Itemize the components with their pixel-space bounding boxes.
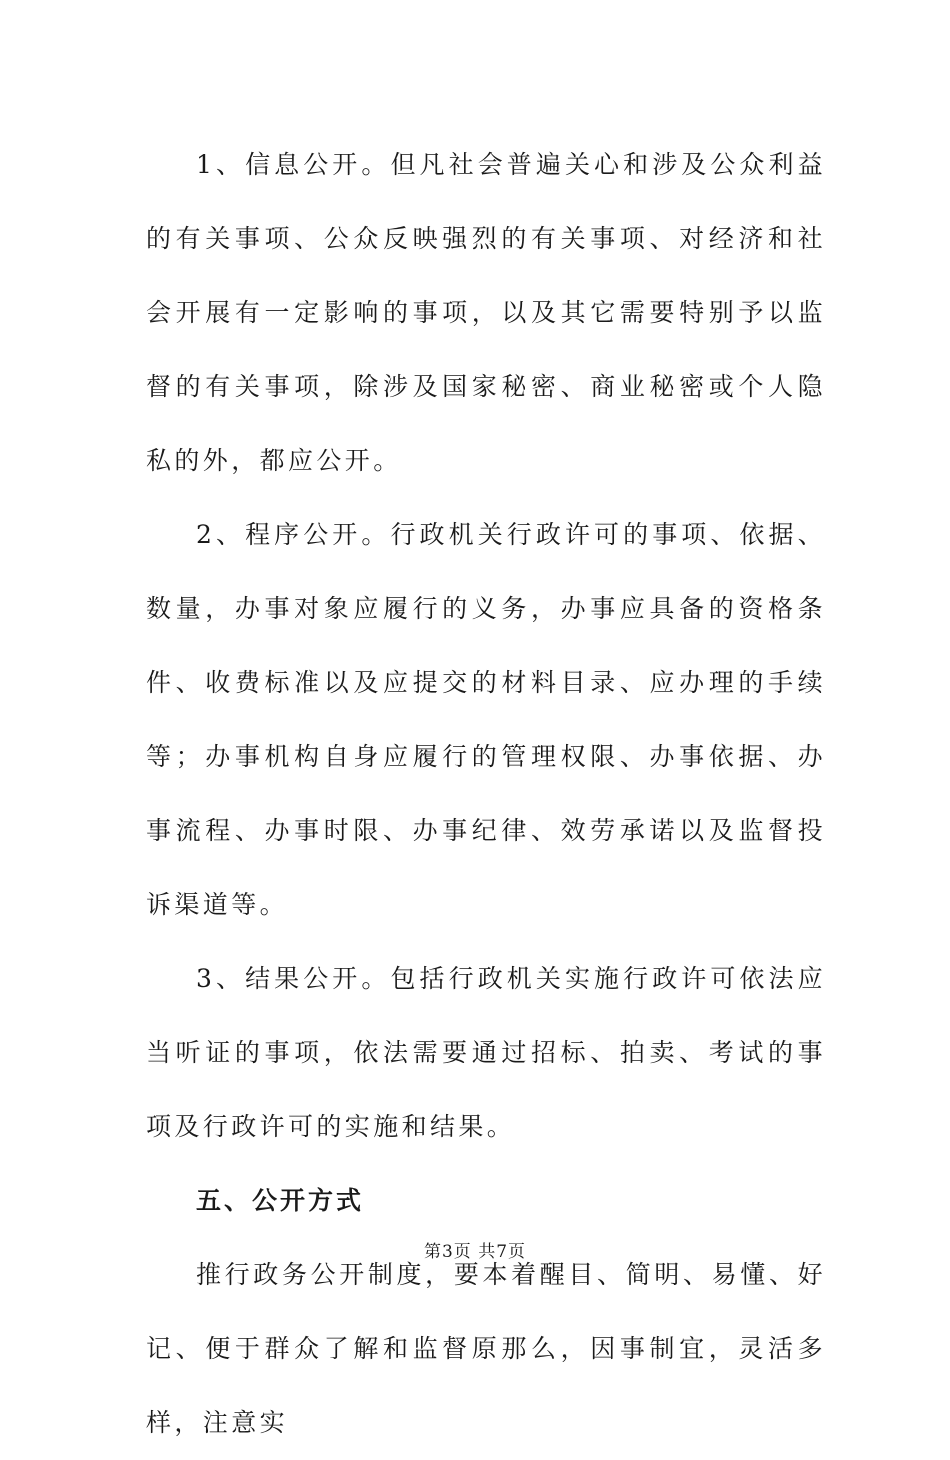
page-number-footer: 第3页 共7页 — [423, 1242, 527, 1262]
paragraph-procedure-disclosure: 2、程序公开。行政机关行政许可的事项、依据、数量，办事对象应履行的义务，办事应具备的资格条件、收费标准以及应提交的材料目录、应办理的手续等；办事机构自身应履行的管理权限、办事依据、办事流程、办事时限、办事纪律、效劳承诺以及监督投诉渠道等。 — [146, 520, 826, 919]
section-heading-disclosure-methods: 五、公开方式 — [196, 1186, 365, 1215]
paragraph-information-disclosure: 1、信息公开。但凡社会普遍关心和涉及公众利益的有关事项、公众反映强烈的有关事项、对经济和社会开展有一定影响的事项，以及其它需要特别予以监督的有关事项，除涉及国家秘密、商业秘密或个人隐私的外，都应公开。 — [146, 150, 826, 475]
paragraph-result-disclosure: 3、结果公开。包括行政机关实施行政许可依法应当听证的事项，依法需要通过招标、拍卖、考试的事项及行政许可的实施和结果。 — [146, 964, 826, 1141]
paragraph-disclosure-methods: 推行政务公开制度，要本着醒目、简明、易懂、好记、便于群众了解和监督原那么，因事制宜，灵活多样，注意实 — [146, 1260, 826, 1437]
